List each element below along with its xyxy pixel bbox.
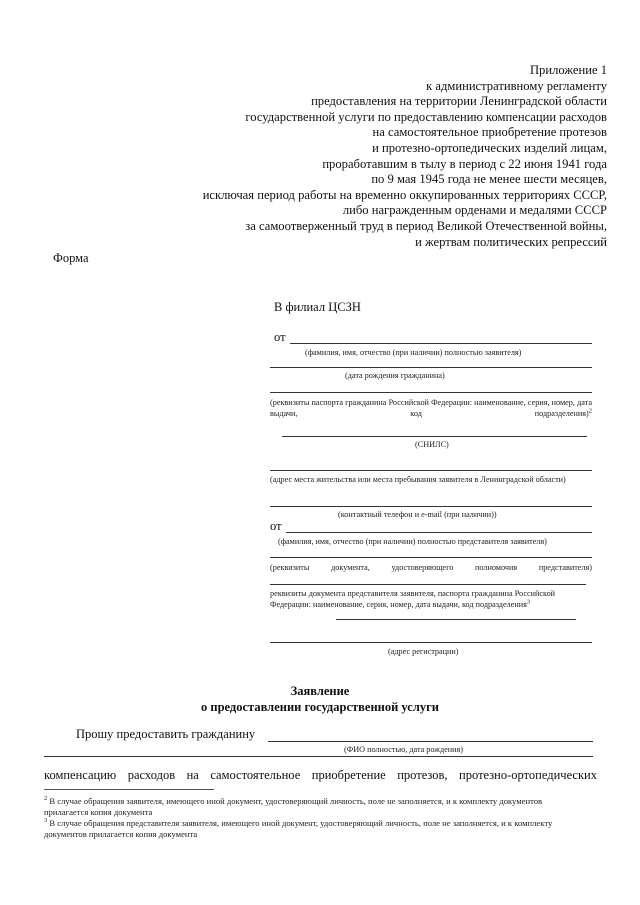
representative-passport-field[interactable] [270,584,586,585]
header-line: либо награжденным орденами и медалями СССР [342,203,607,218]
contact-field[interactable] [270,506,592,507]
footnote-number: 2 [44,795,48,803]
compensation-text: компенсацию расходов на самостоятельное приобретение протезов, протезно-ортопедических [44,768,597,782]
header-line: и протезно-ортопедических изделий лицам, [372,140,607,155]
footnote-text: В случае обращения представителя заявителя, имеющего иной документ, удостоверяющий личность, поле не заполняется, и к комплекту документов прилагается копия документа [44,818,553,839]
passport-caption [270,397,592,419]
representative-doc-field[interactable] [270,557,592,558]
birth-date-caption: (дата рождения гражданина) [345,371,445,380]
recipient-label: В филиал ЦСЗН [274,300,361,314]
header-line: за самоотверженный труд в период Великой Отечественной войны, [245,218,607,233]
representative-passport-field-continuation[interactable] [336,619,576,620]
address-field[interactable] [270,470,592,471]
contact-caption: (контактный телефон и e-mail (при наличии)) [338,510,497,519]
statement-title: Заявление [290,684,350,698]
footnote-ref: 2 [588,407,592,415]
form-label: Форма [53,251,89,265]
footnote-number: 3 [44,817,48,825]
from-label: от [274,330,286,344]
representative-fio-caption: (фамилия, имя, отчество (при наличии) полностью представителя заявителя) [278,537,547,546]
citizen-fio-field-continuation[interactable] [44,756,593,757]
applicant-fio-field[interactable] [290,343,592,344]
representative-fio-field[interactable] [286,532,592,533]
header-line: проработавшим в тылу в период с 22 июня 1941 года [322,156,607,171]
header-line: к административному регламенту [426,78,607,93]
birth-date-field[interactable] [270,367,592,368]
footnote-2 [44,796,584,818]
from-label-representative: от [270,519,282,533]
header-line: государственной услуги по предоставлению компенсации расходов [245,109,607,124]
citizen-fio-caption: (ФИО полностью, дата рождения) [344,745,463,754]
footnote-separator [44,789,214,790]
applicant-fio-caption: (фамилия, имя, отчество (при наличии) полностью заявителя) [305,348,522,357]
header-line: Приложение 1 [529,63,607,77]
header-line: и жертвам политических репрессий [415,234,607,249]
footnote-text: В случае обращения заявителя, имеющего иной документ, удостоверяющий личность, поле не заполняется, и к комплекту документов прилагается копия документа [44,796,543,817]
representative-passport-caption [270,588,586,610]
footnote-3 [44,818,584,840]
snils-field[interactable] [282,436,587,437]
header-line: предоставления на территории Ленинградской области [311,94,607,109]
representative-passport-caption-text: реквизиты документа представителя заявителя, паспорта гражданина Российской Федерации: наименование, серия, номер, дата выдачи, код подразделения [270,589,556,609]
request-text: Прошу предоставить гражданину [76,727,256,741]
header-line: на самостоятельное приобретение протезов [372,125,607,140]
header-line: исключая период работы на временно оккупированных территориях СССР, [202,187,607,202]
address-caption: (адрес места жительства или места пребывания заявителя в Ленинградской области) [270,475,566,484]
registration-address-field[interactable] [270,642,592,643]
snils-caption: (СНИЛС) [415,440,449,449]
statement-subtitle: о предоставлении государственной услуги [201,700,439,714]
passport-caption-text: (реквизиты паспорта гражданина Российской Федерации: наименование, серия, номер, дата выдачи, код подразделения) [270,398,592,418]
registration-address-caption: (адрес регистрации) [388,647,459,656]
passport-field[interactable] [270,392,592,393]
representative-doc-caption: (реквизиты документа, удостоверяющего полномочия представителя) [270,563,592,572]
appendix-header [47,63,607,250]
header-line: по 9 мая 1945 года не менее шести месяцев, [371,172,607,187]
footnote-ref: 3 [526,598,531,606]
citizen-fio-field[interactable] [268,741,593,742]
